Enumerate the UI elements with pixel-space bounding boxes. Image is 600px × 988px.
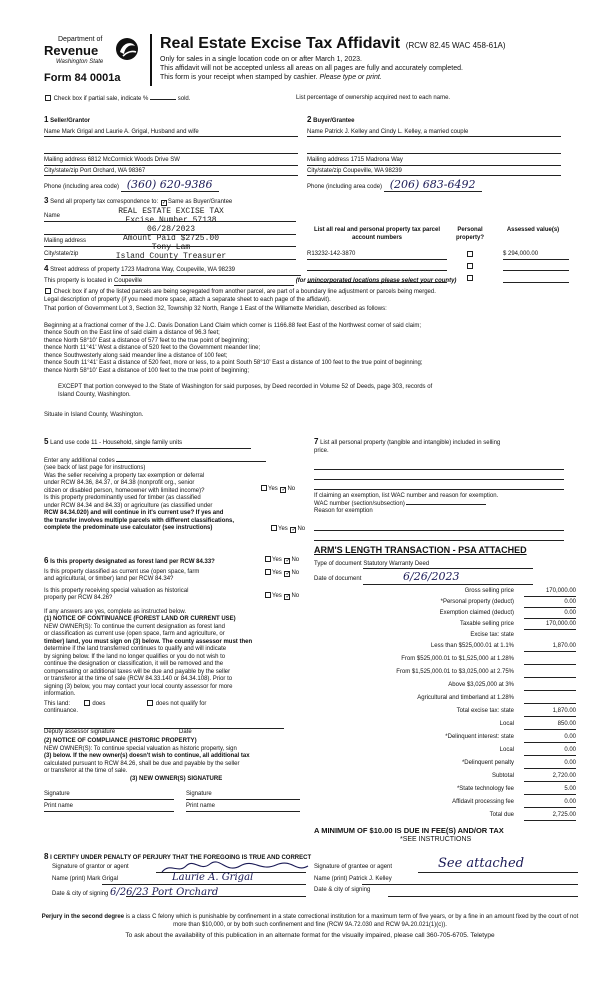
timber-no-checkbox[interactable]: ✓ bbox=[291, 527, 297, 533]
tax-row: Excise tax: state bbox=[470, 632, 514, 638]
document-type: Statutory Warranty Deed bbox=[363, 561, 533, 570]
header-divider bbox=[150, 34, 152, 86]
buyer-phone: (206) 683-6492 bbox=[384, 178, 482, 192]
tax-row: Above $3,025,000 at 3% bbox=[0, 682, 600, 692]
seller-name: Mark Grigal and Laurie A. Grigal, Husband and wife bbox=[61, 128, 199, 135]
ownership-note: List percentage of ownership acquired next to each name. bbox=[296, 95, 451, 101]
seller-city: Port Orchard, WA 98367 bbox=[80, 167, 146, 174]
tax-row: Total due 2,725.00 bbox=[0, 812, 600, 822]
buyer-name: Patrick J. Kelley and Cindy L. Kelley, a married couple bbox=[324, 128, 469, 135]
dept-line1: Department of bbox=[58, 36, 103, 43]
form-statute: (RCW 82.45 WAC 458-61A) bbox=[405, 41, 506, 50]
parcel-number: R13232-142-3870 bbox=[307, 251, 356, 257]
tax-row: *State technology fee 5.00 bbox=[0, 786, 600, 796]
personal-property-checkbox-1[interactable] bbox=[467, 251, 473, 257]
legal-description: Beginning at a fractional corner of the J.C. Davis Donation Land Claim which corner is 1166.88 feet East of the Northwest corner of said claim; thence South on the East line of said claim a distance of 96.3 feet; thence North 58°10' East a distance of 577 feet to the true point of beginning; thence North 11°41' West a distance of 520 feet to the Government meander line; thence Southwesterly along said meander line a distance of 100 feet; thence South 11°41' East a distance of 520 feet, more or less, to a point South 58°10' East a distance of 100 feet to the true point of beginning; thence North 58°10' East a distance of 100 feet to the true point of beginning; bbox=[44, 322, 423, 374]
see-instructions: *SEE INSTRUCTIONS bbox=[400, 836, 472, 843]
partial-sale-checkbox[interactable] bbox=[45, 95, 51, 101]
property-location: Coupeville bbox=[114, 278, 294, 287]
tax-row: *Personal property (deduct) 0.00 bbox=[0, 599, 600, 609]
current-use-yes-checkbox[interactable] bbox=[265, 569, 271, 575]
grantor-name-2: Laurie A. Grigal bbox=[172, 872, 254, 883]
dept-state: Washington State bbox=[56, 59, 104, 65]
tax-table bbox=[0, 588, 600, 828]
timber-yes-checkbox[interactable] bbox=[271, 525, 277, 531]
dept-name: Revenue bbox=[44, 43, 99, 58]
personal-property-section: 7 List all personal property (tangible and intangible) included in selling price. If claiming an exemption, list WAC number and reason for exemption. WAC number (section/subsection) Reason for exemption ARM'S LENGTH TRANSACTION - PSA ATTACHED Type of document Statutory Warranty Deed Date of document 6/26/2023 bbox=[314, 437, 584, 585]
treasurer-stamp: REAL ESTATE EXCISE TAX Excise Number 57138 06/28/2023 Amount Paid $2725.00 Tony Lam Island County Treasurer bbox=[115, 207, 227, 261]
property-section: 4 Street address of property 1723 Madrona Way, Coupeville, WA 98239 This property is located in Coupeville (for unincorporated locations please select your county) Check box if any of the listed parcels are being segregated from another parcel, are part of a boundary line adjustment or parcels being merged. Legal description of property (if you need more space, attach a separate sheet to each page of the affidavit). That portion of Government Lot 3, Section 32, Township 32 North, Range 1 East of the Willamette Meridian, described as follows: Beginning at a fractional corner of the J.C. Davis Donation Land Claim which corner is 1166.88 feet East of the Northwest corner of said claim; thence South on the East line of said claim a distance of 96.3 feet; thence North 58°10' East a distance of 577 feet to the true point of beginning; thence North 11°41' West a distance of 520 feet to the Government meander line; thence Southwesterly along said meander line a distance of 100 feet; thence South 11°41' East a distance of 520 feet, more or less, to a point South 58°10' East a distance of 100 feet to the true point of beginning; thence North 58°10' East a distance of 100 feet to the true point of beginning; EXCEPT that portion conveyed to the State of Washington for said purposes, by Deed recorded in Volume 52 of Deeds, page 303, records of Island County, Washington. Situate in Island County, Washington. bbox=[44, 264, 584, 420]
forest-yes-checkbox[interactable] bbox=[265, 556, 271, 562]
historic-no-checkbox[interactable]: ✓ bbox=[285, 593, 291, 600]
correspondence-section: 3 Send all property tax correspondence to: ✓Same as Buyer/Grantee Name Mailing address City/state/zip REAL ESTATE EXCISE TAX Excise Number 57138 06/28/2023 Amount Paid $2725.00 Tony Lam Island County Treasurer bbox=[44, 196, 298, 266]
seller-mailing: 6812 McCormick Woods Drive SW bbox=[87, 157, 180, 163]
buyer-heading: Buyer/Grantee bbox=[313, 118, 355, 124]
seller-heading: Seller/Grantor bbox=[50, 118, 91, 124]
property-address: 1723 Madrona Way, Coupeville, WA 98239 bbox=[121, 267, 301, 276]
grantor-name: Mark Grigal bbox=[87, 876, 119, 882]
seller-phone: (360) 620-9386 bbox=[121, 178, 219, 192]
buyer-mailing: 1715 Madrona Way bbox=[350, 157, 403, 163]
segregated-checkbox[interactable] bbox=[45, 288, 51, 294]
grantor-date-city: 6/26/23 Port Orchard bbox=[110, 887, 219, 898]
exemption-no-checkbox[interactable]: ✓ bbox=[281, 486, 287, 493]
tax-row: Affidavit processing fee 0.00 bbox=[0, 799, 600, 809]
header-note-3: This form is your receipt when stamped by cashier. Please type or print. bbox=[160, 73, 382, 81]
form-title: Real Estate Excise Tax Affidavit bbox=[160, 35, 401, 52]
tax-row: *Delinquent penalty 0.00 bbox=[0, 760, 600, 770]
assessed-value: $ 294,000.00 bbox=[503, 251, 539, 257]
tax-row: Gross selling price 170,000.00 bbox=[0, 588, 600, 598]
partial-sale-row: Check box if partial sale, indicate % sold. bbox=[44, 95, 190, 104]
exemption-yes-checkbox[interactable] bbox=[261, 485, 267, 491]
form-number: Form 84 0001a bbox=[44, 72, 121, 84]
tax-row: *Delinquent interest: state 0.00 bbox=[0, 734, 600, 744]
tax-row: Less than $525,000.01 at 1.1% 1,870.00 bbox=[0, 643, 600, 653]
tax-row: Local 850.00 bbox=[0, 721, 600, 731]
header-note-2: This affidavit will not be accepted unless all areas on all pages are fully and accurately completed. bbox=[160, 64, 463, 72]
tax-row: Agricultural and timberland at 1.28% bbox=[0, 695, 600, 705]
tax-row: Exemption claimed (deduct) 0.00 bbox=[0, 610, 600, 620]
revenue-swirl-icon bbox=[114, 36, 140, 62]
grantee-name: Patrick J. Kelley bbox=[349, 876, 392, 882]
alternate-format-note: To ask about the availability of this publication in an alternate format for the visually impaired, please call 360-705-6705. Teletype bbox=[125, 932, 495, 939]
current-use-no-checkbox[interactable]: ✓ bbox=[285, 570, 291, 577]
forest-land-section: 6 Is this property designated as forest land per RCW 84.33? Yes ✓No Is this property classified as current use (open space, farm and agricultural, or timber) land per RCW 84.34? Yes ✓No Is this property receiving special valuation as historical property per RCW 84.26? Yes ✓No If any answers are yes, complete as instructed below. (1) NOTICE OF CONTINUANCE (FOREST LAND OR CURRENT USE) NEW OWNER(S): To continue the current designation as forest land or classification as current use (open space, farm and agriculture, or timber) land, you must sign on (3) below. The county assessor must then determine if the land transferred continues to qualify and will indicate by signing below. If the land no longer qualifies or you do not wish to continue the designation or classification, it will be removed and the compensating or additional taxes will be due and payable by the seller or transferor at the time of sale (RCW 84.33.140 or 84.34.108). Prior to signing (3) below, you may contact your local county assessor for more information. This land: does does not qualify for continuance. Deputy assessor signature Date (2) NOTICE OF COMPLIANCE (HISTORIC PROPERTY) NEW OWNER(S): To continue special valuation as historic property, sign (3) below. If the new owner(s) doesn't wish to continue, all additional tax calculated pursuant to RCW 84.26, shall be due and payable by the seller or transferor at the time of sale. (3) NEW OWNER(S) SIGNATURE Signature Signature Print name Print name bbox=[44, 556, 306, 815]
seller-section: 1 Seller/Grantor Name Mark Grigal and Laurie A. Grigal, Husband and wife Mailing address 6812 McCormick Woods Drive SW City/state/zip Port Orchard, WA 98367 Phone (including area code) (360) 620-9386 bbox=[44, 115, 298, 185]
header-note-1: Only for sales in a single location code on or after March 1, 2023. bbox=[160, 56, 362, 63]
document-date: 6/26/2023 bbox=[363, 570, 533, 585]
land-use-code: 11 - Household, single family units bbox=[91, 440, 251, 449]
parcel-table: List all real and personal property tax parcel account numbers Personal property? Assessed value(s) R13232-142-3870 $ 294,000.00 bbox=[307, 227, 577, 267]
header bbox=[44, 30, 584, 88]
buyer-section: 2 Buyer/Grantee Name Patrick J. Kelley and Cindy L. Kelley, a married couple Mailing address 1715 Madrona Way City/state/zip Coupeville, WA 98239 Phone (including area code) (206) 683-6492 bbox=[307, 115, 561, 185]
perjury-notice: Perjury in the second degree is a class C felony which is punishable by confinement in a state correctional institution for a maximum term of five years, or by a fine in an amount fixed by the court of not more than $10,000, or by both such confinement and fine (RCW 9A.72.030 and RCW 9A.20.021(1)(c)). bbox=[41, 914, 579, 928]
arms-length-note: ARM'S LENGTH TRANSACTION - PSA ATTACHED bbox=[314, 544, 527, 555]
tax-row: Subtotal 2,720.00 bbox=[0, 773, 600, 783]
tax-row: From $1,525,000.01 to $3,025,000 at 2.75% bbox=[0, 669, 600, 679]
grantee-signature: See attached bbox=[438, 856, 525, 871]
tax-row: Local 0.00 bbox=[0, 747, 600, 757]
tax-row: From $525,000.01 to $1,525,000 at 1.28% bbox=[0, 656, 600, 666]
minimum-fee-note: A MINIMUM OF $10.00 IS DUE IN FEE(S) AND/OR TAX bbox=[314, 826, 504, 835]
buyer-city: Coupeville, WA 98239 bbox=[343, 167, 402, 174]
tax-row: Total excise tax: state 1,870.00 bbox=[0, 708, 600, 718]
legal-intro: That portion of Government Lot 3, Section 32, Township 32 North, Range 1 East of the Willamette Meridian, described as follows: bbox=[44, 306, 387, 312]
land-use-section: 5 Land use code 11 - Household, single family units Enter any additional codes (see back of last page for instructions) Was the seller receiving a property tax exemption or deferral under RCW 84.36, 84.37, or 84.38 (nonprofit org., senior citizen or disabled person, homeowner with limited income)? Yes ✓No Is this property predominantly used for timber (as classified under RCW 84.34 and 84.33) or agriculture (as classified under RCW 84.34.020) and will continue in it's current use? If yes and the transfer involves multiple parcels with different classifications, complete the predominate use calculator (see instructions) Yes ✓No bbox=[44, 437, 306, 533]
forest-no-checkbox[interactable]: ✓ bbox=[285, 558, 291, 564]
certification-section: 8 I CERTIFY UNDER PENALTY OF PERJURY THAT THE FOREGOING IS TRUE AND CORRECT Signature of grantor or agent Name (print) Mark Grigal Laurie A. Grigal Date & city of signing 6/26/23 Port Orchard Signature of grantee or agent See attached Name (print) Patrick J. Kelley Date & city of signing bbox=[44, 852, 584, 914]
same-as-buyer-checkbox[interactable]: ✓ bbox=[161, 200, 167, 206]
tax-row: Taxable selling price 170,000.00 bbox=[0, 621, 600, 631]
